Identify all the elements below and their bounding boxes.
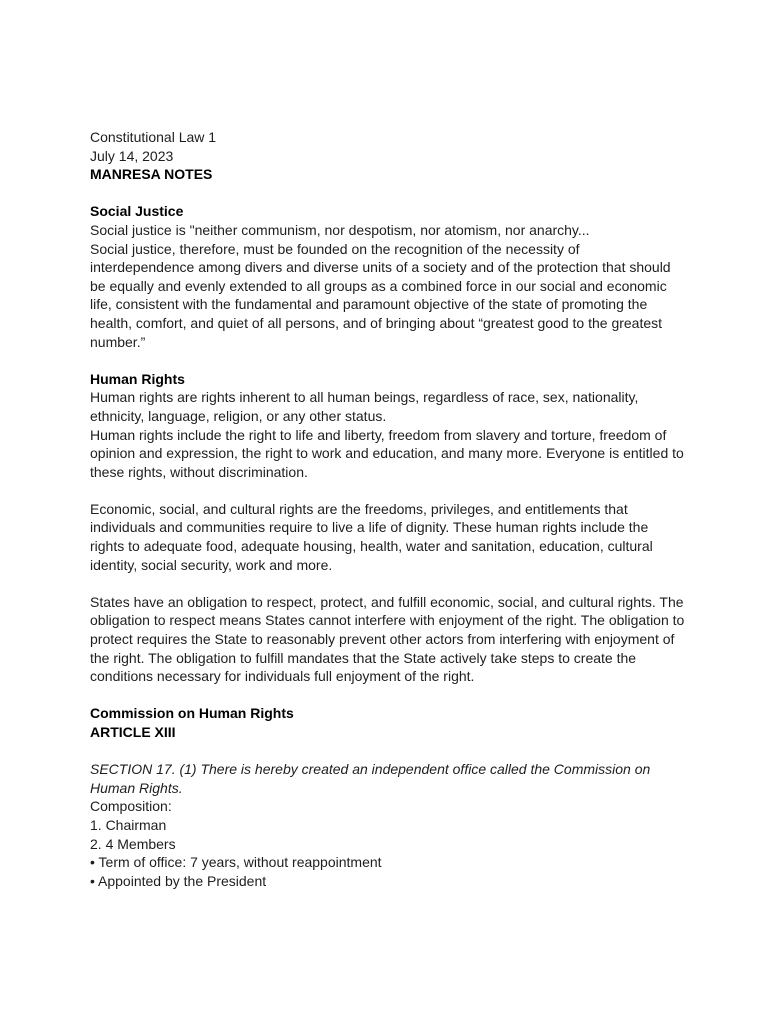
text-line: Economic, social, and cultural rights are the freedoms, privileges, and entitlements that — [90, 500, 628, 517]
section-social-justice — [90, 202, 690, 351]
section-heading: Commission on Human Rights — [90, 705, 294, 722]
text-line: conditions necessary for individuals full enjoyment of the right. — [90, 668, 475, 685]
section-heading: Human Rights — [90, 370, 185, 387]
text-line: Social justice is "neither communism, nor despotism, nor atomism, nor anarchy... — [90, 221, 590, 238]
text-line: the right. The obligation to fulfill mandates that the State actively take steps to create the — [90, 649, 637, 666]
text-line: ethnicity, language, religion, or any other status. — [90, 407, 387, 424]
list-item: • Appointed by the President — [90, 872, 267, 889]
section-heading: Social Justice — [90, 203, 184, 220]
composition-label: Composition: — [90, 798, 172, 815]
list-item: • Term of office: 7 years, without reappointment — [90, 854, 382, 871]
text-line: individuals and communities require to live a life of dignity. These human rights include the — [90, 519, 649, 536]
text-line: Human rights include the right to life and liberty, freedom from slavery and torture, freedom of — [90, 426, 667, 443]
text-line: opinion and expression, the right to work and education, and many more. Everyone is entitled to — [90, 445, 684, 462]
section-chr — [90, 704, 690, 890]
text-line: protect requires the State to reasonably prevent other actors from interfering with enjoyment of — [90, 631, 675, 648]
text-line: be equally and evenly extended to all groups as a combined force in our social and economic — [90, 277, 667, 294]
text-line: Human rights are rights inherent to all human beings, regardless of race, sex, nationality, — [90, 389, 639, 406]
text-line: States have an obligation to respect, protect, and fulfill economic, social, and cultural rights. The — [90, 593, 684, 610]
text-line: rights to adequate food, adequate housing, health, water and sanitation, education, cultural — [90, 538, 653, 555]
text-line: interdependence among divers and diverse units of a society and of the protection that should — [90, 259, 671, 276]
article-heading: ARTICLE XIII — [90, 724, 176, 740]
section-quote-line: SECTION 17. (1) There is hereby created an independent office called the Commission on — [90, 761, 651, 778]
course-title: Constitutional Law 1 — [90, 129, 217, 145]
text-line: obligation to respect means States cannot interfere with enjoyment of the right. The obligation to — [90, 612, 685, 629]
text-line: health, comfort, and quiet of all persons, and of bringing about “greatest good to the greatest — [90, 314, 663, 331]
document-date: July 14, 2023 — [90, 147, 174, 164]
text-line: life, consistent with the fundamental and paramount objective of the state of promoting the — [90, 296, 648, 313]
list-item: 1. Chairman — [90, 816, 167, 833]
document-page — [90, 128, 690, 890]
document-title: MANRESA NOTES — [90, 166, 213, 183]
text-line: number.” — [90, 333, 146, 350]
section-human-rights — [90, 370, 690, 686]
text-line: these rights, without discrimination. — [90, 463, 308, 480]
text-line: Social justice, therefore, must be founded on the recognition of the necessity of — [90, 240, 580, 257]
list-item: 2. 4 Members — [90, 835, 176, 852]
text-line: identity, social security, work and more. — [90, 556, 333, 573]
section-quote-line: Human Rights. — [90, 779, 183, 796]
